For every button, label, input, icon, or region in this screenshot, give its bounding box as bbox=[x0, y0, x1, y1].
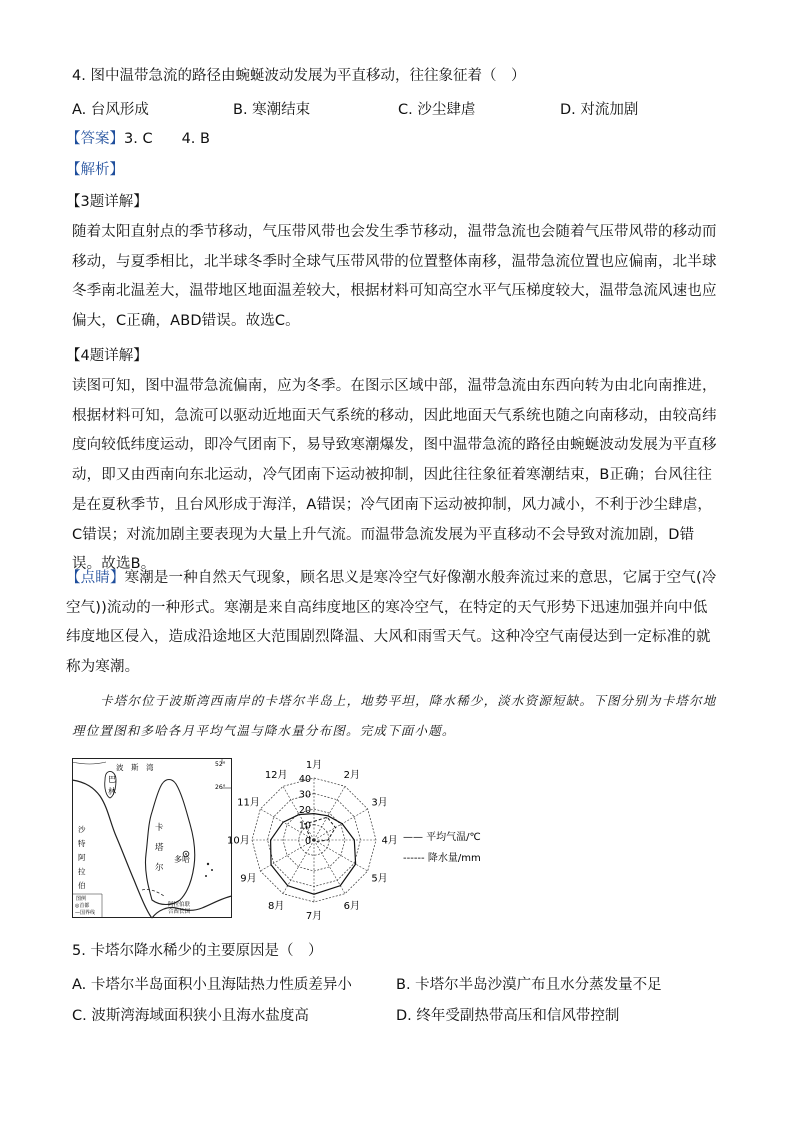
map-gulf-label: 波 斯 湾 bbox=[116, 763, 154, 772]
radar-month-label: 1月 bbox=[305, 759, 323, 771]
radar-tick-label: 30 bbox=[298, 789, 311, 801]
map-doha-label: 多哈 bbox=[174, 855, 190, 864]
map-uae-2: 合酋长国 bbox=[168, 909, 191, 915]
radar-month-label: 2月 bbox=[343, 769, 361, 781]
q5-option-d: D. 终年受副热带高压和信风带控制 bbox=[396, 1008, 620, 1024]
dianjing-label: 【点睛】 bbox=[66, 570, 125, 586]
radar-month-label: 11月 bbox=[237, 797, 260, 809]
radar-month-label: 6月 bbox=[343, 901, 361, 913]
answer-label: 【答案】 bbox=[66, 131, 124, 147]
q4-option-c: C. 沙尘肆虐 bbox=[398, 102, 476, 118]
map-bahrain-1: 巴 bbox=[108, 775, 116, 784]
radar-month-label: 10月 bbox=[226, 835, 250, 847]
qatar-location-map bbox=[72, 758, 232, 918]
dianjing-text: 寒潮是一种自然天气现象，顾名思义是寒冷空气好像潮水般奔流过来的意思，它属于空气(冷空气))流动的一种形式。寒潮是来自高纬度地区的寒冷空气，在特定的天气形势下迅速加强并向中低纬度地区侵入，造成沿途地区大范围剧烈降温、大风和雨雪天气。这种冷空气南侵达到一定标准的就称为寒潮。 bbox=[66, 570, 717, 676]
radar-tick-label: 20 bbox=[298, 805, 311, 816]
radar-tick-label: 40 bbox=[298, 774, 311, 785]
radar-legend-precip: ------ 降水量/mm bbox=[403, 853, 481, 864]
map-uae-1: 阿拉伯联 bbox=[168, 902, 191, 908]
map-qatar-3: 尔 bbox=[155, 863, 164, 873]
detail4-label: 【4题详解】 bbox=[66, 348, 148, 364]
q4-option-a: A. 台风形成 bbox=[72, 102, 149, 118]
q5-option-c: C. 波斯湾海域面积狭小且海水盐度高 bbox=[72, 1008, 309, 1024]
radar-month-label: 9月 bbox=[240, 873, 257, 885]
radar-month-label: 7月 bbox=[305, 911, 323, 923]
radar-tick-label: 10 bbox=[298, 820, 311, 832]
analysis-label: 【解析】 bbox=[66, 162, 124, 178]
q4-option-b: B. 寒潮结束 bbox=[233, 102, 311, 118]
map-saudi-2: 特 bbox=[78, 839, 86, 848]
dianjing-block bbox=[66, 564, 722, 683]
map-legend-title: 图例 bbox=[76, 896, 87, 902]
q4-option-d: D. 对流加剧 bbox=[560, 102, 639, 118]
map-saudi-5: 伯 bbox=[78, 881, 86, 890]
radar-tick-label: 0 bbox=[304, 836, 311, 847]
map-saudi-1: 沙 bbox=[78, 825, 86, 834]
q4-stem: 4. 图中温带急流的路径由蜿蜒波动发展为平直移动，往往象征着（ ） bbox=[72, 68, 526, 84]
detail3-label: 【3题详解】 bbox=[66, 194, 148, 210]
answer-value: 3. C 4. B bbox=[124, 131, 210, 147]
q5-option-a: A. 卡塔尔半岛面积小且海陆热力性质差异小 bbox=[72, 977, 352, 993]
radar-month-label: 4月 bbox=[381, 835, 398, 847]
radar-month-label: 8月 bbox=[267, 901, 285, 913]
q5-option-b: B. 卡塔尔半岛沙漠广布且水分蒸发量不足 bbox=[396, 977, 662, 993]
answer-line bbox=[66, 129, 210, 149]
map-qatar-1: 卡 bbox=[155, 823, 164, 833]
detail4-text: 读图可知，图中温带急流偏南，应为冬季。在图示区域中部，温带急流由东西向转为由北向南推进，根据材料可知，急流可以驱动近地面天气系统的移动，因此地面天气系统也随之向南移动，由较高纬度向较低纬度运动，即冷气团南下，易导致寒潮爆发，图中温带急流的路径由蜿蜒波动发展为平直移动，即又由西南向东北运动，冷气团南下运动被抑制，因此往往象征着寒潮结束，B正确；台风往往是在夏秋季节，且台风形成于海洋，A错误；冷气团南下运动被抑制，风力减小，不利于沙尘肆虐，C错误；对流加剧主要表现为大量上升气流。而温带急流发展为平直移动不会导致对流加剧，D错误。故选B。 bbox=[72, 378, 717, 573]
map-lat-mid: 26° bbox=[215, 784, 226, 791]
map-legend-border: —国界线 bbox=[75, 910, 96, 916]
map-lat-top: 52° bbox=[215, 761, 226, 768]
detail3-text: 随着太阳直射点的季节移动，气压带风带也会发生季节移动，温带急流也会随着气压带风带的移动而移动，与夏季相比，北半球冬季时全球气压带风带的位置整体南移，温带急流位置也应偏南，北半球冬季南北温差大，温带地区地面温差较大，根据材料可知高空水平气压梯度较大，温带急流风速也应偏大，C正确，ABD错误。故选C。 bbox=[72, 224, 717, 330]
q5-stem: 5. 卡塔尔降水稀少的主要原因是（ ） bbox=[72, 943, 323, 959]
map-legend-capital: ◎首都 bbox=[75, 903, 90, 909]
radar-legend-temp: —— 平均气温/℃ bbox=[403, 832, 481, 843]
map-bahrain-2: 林 bbox=[108, 787, 116, 796]
radar-month-label: 5月 bbox=[371, 873, 388, 885]
radar-series-temperature bbox=[271, 814, 356, 895]
map-qatar-2: 塔 bbox=[155, 843, 164, 853]
qatar-intro: 卡塔尔位于波斯湾西南岸的卡塔尔半岛上，地势平坦，降水稀少，淡水资源短缺。下图分别为卡塔尔地理位置图和多哈各月平均气温与降水量分布图。完成下面小题。 bbox=[72, 693, 717, 738]
radar-spoke bbox=[314, 786, 345, 840]
radar-month-label: 3月 bbox=[371, 797, 388, 809]
doha-climate-radar-chart bbox=[226, 756, 520, 923]
map-saudi-3: 阿 bbox=[78, 853, 86, 862]
map-saudi-4: 拉 bbox=[78, 867, 86, 876]
radar-month-label: 12月 bbox=[264, 769, 288, 781]
